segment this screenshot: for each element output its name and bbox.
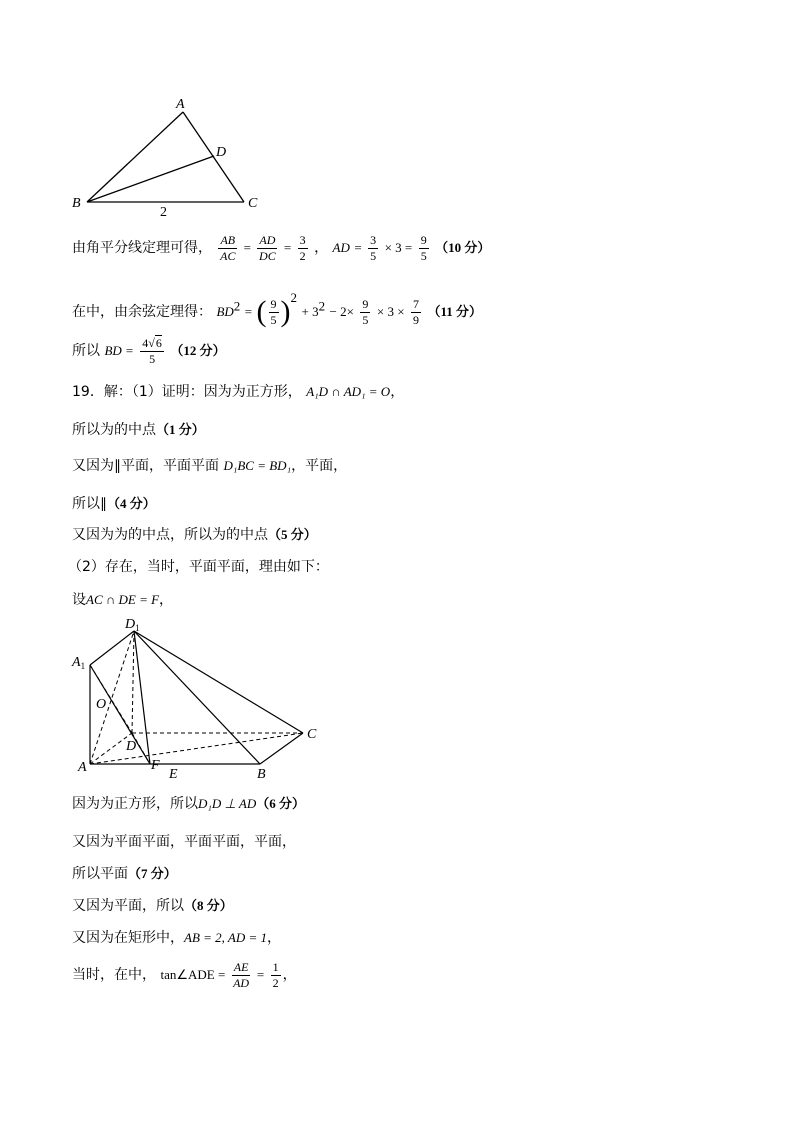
label-b: B <box>72 196 81 211</box>
fraction-3-5: $\frac{3}{5}$ <box>370 232 377 263</box>
line-tan: 当时，在中， tan∠ADE = $\frac{AE}{AD}$ = $\frac{1}{2}$ ， <box>72 959 297 990</box>
fraction-4sqrt6-5: $\frac{4√6}{5}$ <box>142 335 162 366</box>
label-d: D <box>126 739 137 754</box>
fraction-ab-ac: $\frac{AB}{AC}$ <box>220 232 236 263</box>
fraction-9-5: $\frac{9}{5}$ <box>420 232 427 263</box>
score-12: （12 分） <box>170 343 226 358</box>
line-so: 又因为平面，所以（8 分） <box>72 898 233 914</box>
label-bc-length: 2 <box>160 205 167 220</box>
text: 由角平分线定理可得， <box>72 240 212 256</box>
fraction-1-2: $\frac{1}{2}$ <box>272 959 279 990</box>
label-d: D <box>216 145 227 160</box>
line-part2: （2）存在，当时，平面平面，理由如下： <box>68 559 329 575</box>
line-bd-result: 所以 BD = $\frac{4√6}{5}$ （12 分） <box>72 335 226 366</box>
label-b: B <box>257 767 266 782</box>
label-a: A <box>78 760 87 775</box>
line-parallel-plane: 又因为∥平面，平面平面 D₁BC = BD₁，平面， <box>72 458 348 474</box>
fraction-ae-ad: $\frac{AE}{AD}$ <box>233 959 250 990</box>
segment-ab <box>87 112 183 202</box>
fraction-9-5: $\frac{9}{5}$ <box>270 296 277 327</box>
line-so-parallel: 所以∥（4 分） <box>72 496 156 512</box>
fraction-3-2: $\frac{3}{2}$ <box>299 232 306 263</box>
line-let-f: 设AC ∩ DE = F， <box>72 592 174 608</box>
line-so-plane: 所以平面（7 分） <box>72 866 177 882</box>
line-rectangle: 又因为在矩形中，AB = 2, AD = 1， <box>72 930 282 946</box>
line-q19-proof: 19．解：（1）证明：因为为正方形， A₁D ∩ AD₁ = O， <box>72 384 405 400</box>
line-cosine-law: 在中，由余弦定理得： $BD^2$ = ( $\frac{9}{5}$ )$^2 + 3^2 - 2\times$ $\frac{9}{5}$ × 3 × $\frac{7}{9}$ （11 分） <box>72 290 482 328</box>
fraction-9-5b: $\frac{9}{5}$ <box>362 296 369 327</box>
label-a1: $A_1$ <box>72 655 86 671</box>
solid-figure <box>70 612 330 787</box>
label-o: O <box>96 697 107 712</box>
label-a: A <box>176 97 185 112</box>
fraction-7-9: $\frac{7}{9}$ <box>413 296 419 327</box>
line-midpoint-2: 又因为为的中点，所以为的中点（5 分） <box>72 527 317 543</box>
score-10: （10 分） <box>435 240 491 255</box>
segment-bd <box>87 156 214 202</box>
score-11: （11 分） <box>427 304 482 319</box>
triangle-figure <box>60 92 280 222</box>
label-c: C <box>248 196 258 211</box>
fraction-ad-dc: $\frac{AD}{DC}$ <box>259 232 276 263</box>
line-midpoint: 所以为的中点（1 分） <box>72 422 205 438</box>
segment-ac <box>183 112 244 202</box>
label-f: F <box>151 758 160 773</box>
line-plane-perp: 又因为平面平面，平面平面，平面， <box>72 834 296 850</box>
line-angle-bisector: 由角平分线定理可得， $\frac{AB}{AC}$ = $\frac{AD}{DC}$ = $\frac{3}{2}$ ， AD = $\frac{3}{5}$ × 3 = $\frac{9}{5}$ （10 分） <box>72 232 491 263</box>
label-c: C <box>307 727 317 742</box>
label-d1: $D_1$ <box>125 617 140 633</box>
line-square-perp: 因为为正方形，所以D₁D ⊥ AD（6 分） <box>72 796 305 812</box>
label-e: E <box>169 767 178 782</box>
